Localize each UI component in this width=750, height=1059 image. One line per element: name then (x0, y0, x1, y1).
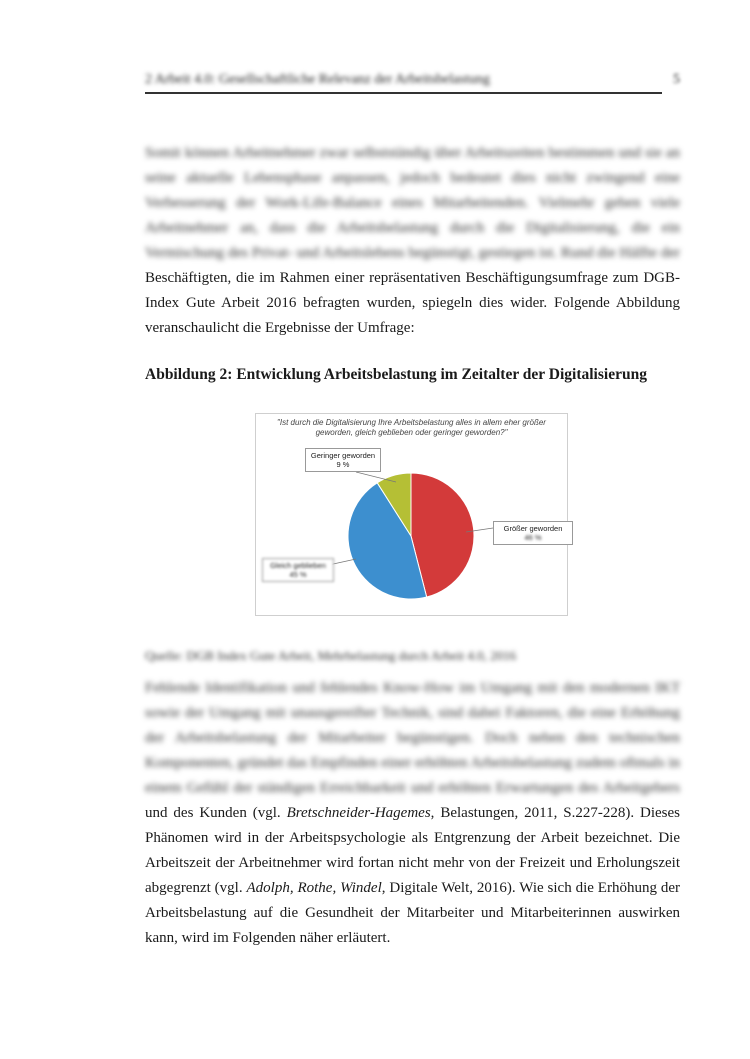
paragraph-intro (145, 141, 680, 341)
blurred-text-line: sowie der Umgang mit unausgereifter Technik, sind dabei Faktoren, die eine Erhöhung (145, 705, 680, 721)
citation-author: Adolph, Rothe, Windel (246, 880, 382, 896)
legend-callout-groesser (493, 521, 573, 545)
pie-chart-figure (255, 413, 568, 616)
slice-value: 45 % (289, 570, 307, 579)
blurred-text-line: Somit können Arbeitnehmer zwar selbstständig über Arbeitszeiten bestimmen und sie an (145, 145, 680, 161)
slice-value: 9 % (336, 460, 350, 469)
paragraph-body (145, 676, 680, 951)
header-rule (145, 92, 662, 94)
blurred-text-line: der Arbeitsbelastung der Mitarbeiter begünstigen. Doch neben den technischen (145, 730, 680, 746)
blurred-text-line: seine aktuelle Lebensphase anpassen, jedoch bedeutet dies nicht zwingend eine (145, 170, 680, 186)
slice-value: 46 % (524, 533, 542, 542)
blurred-text-line: Fehlende Identifikation und fehlendes Know-How im Umgang mit den modernen IKT (145, 680, 680, 696)
page-number: 5 (673, 72, 680, 87)
chart-title: "Ist durch die Digitalisierung Ihre Arbeitsbelastung alles in allem eher größer geworden, gleich geblieben oder geringer geworden?" (277, 418, 546, 437)
pie-chart (256, 414, 567, 615)
header-title: 2 Arbeit 4.0: Gesellschaftliche Relevanz der Arbeitsbelastung (145, 72, 490, 87)
figure-source: Quelle: DGB Index Gute Arbeit, Mehrbelastung durch Arbeit 4.0, 2016 (145, 648, 517, 663)
slice-label: Geringer geworden (310, 451, 376, 460)
body-text: , Digitale Welt, 2016). Wie sich die Erhöhung der Arbeitsbelastung auf die Gesundheit der Mitarbeiter und Mitarbeiterinnen auswirken kann, wird im Folgenden näher erläutert. (145, 880, 680, 946)
blurred-text-line: Arbeitnehmer an, dass die Arbeitsbelastung durch die Digitalisierung, die ein (145, 220, 680, 236)
body-text: und des Kunden (vgl. (145, 805, 287, 821)
page-header (145, 70, 680, 94)
paragraph-intro-text: Beschäftigten, die im Rahmen einer repräsentativen Beschäftigungsumfrage zum DGB-Index Gute Arbeit 2016 befragten wurden, spiegeln dies wider. Folgende Abbildung veranschaulicht die Ergebnisse der Umfrage: (145, 270, 680, 336)
blurred-text-line: einem Gefühl der ständigen Erreichbarkeit und erhöhten Erwartungen des Arbeitgebers (145, 780, 680, 796)
figure-caption: Abbildung 2: Entwicklung Arbeitsbelastung im Zeitalter der Digitalisierung (145, 366, 647, 383)
legend-callout-geringer (305, 448, 381, 472)
blurred-text-line: Vermischung des Privat- und Arbeitslebens begünstigt, gestiegen ist. Rund die Hälfte der (145, 245, 680, 261)
blurred-text-line: Komponenten, gründet das Empfinden einer erhöhten Arbeitsbelastung zudem oftmals in (145, 755, 680, 771)
slice-label: Gleich geblieben (270, 561, 326, 570)
blurred-text-line: Verbesserung der Work-Life-Balance eines Mitarbeitenden. Vielmehr geben viele (145, 195, 680, 211)
slice-label: Größer geworden (503, 524, 563, 533)
legend-callout-gleich (262, 558, 334, 582)
body-text: , Belastungen, 2011, S.227-228). Dieses Phänomen wird in der Arbeitspsychologie als Entgrenzung der Arbeit bezeichnet. Die Arbeitszeit der Arbeitnehmer wird fortan nicht mehr von der Freizeit und Erholungszeit abgegrenzt (vgl. (145, 805, 680, 896)
citation-author: Bretschneider-Hagemes (286, 805, 431, 821)
